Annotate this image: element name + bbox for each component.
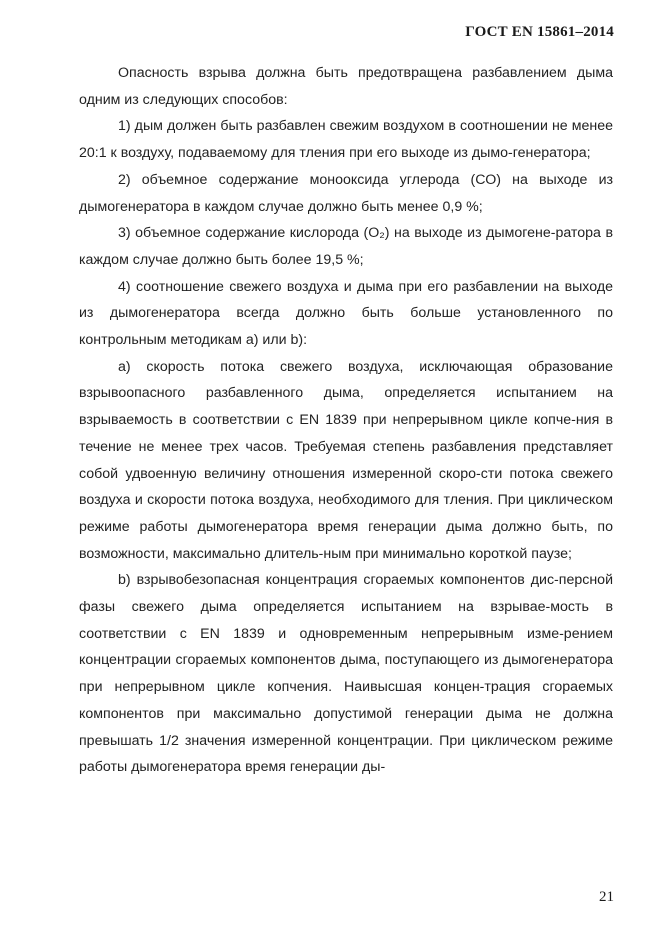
paragraph-item-2: 2) объемное содержание монооксида углерода (СО) на выходе из дымогенератора в каждом случае должно быть менее 0,9 %;: [79, 171, 613, 215]
page-number: 21: [599, 889, 614, 905]
standard-header: ГОСТ EN 15861–2014: [465, 24, 614, 40]
paragraph-item-4: 4) соотношение свежего воздуха и дыма при его разбавлении на выходе из дымогенератора всегда должно быть больше установленного по контрольным методикам а) или b):: [79, 278, 613, 349]
paragraph-subitem-a: а) скорость потока свежего воздуха, исключающая образование взрывоопасного разбавленного дыма, определяется испытанием на взрываемость в соответствии с EN 1839 при непрерывном цикле копче-ния в течение не менее трех часов. Требуемая степень разбавления представляет собой удвоенную величину отношения измеренной скоро-сти потока свежего воздуха и скорости потока воздуха, необходимого для тления. При циклическом режиме работы дымогенератора время генерации дыма должно быть, по возможности, максимально длитель-ным при минимально короткой паузе;: [79, 358, 613, 562]
paragraph-subitem-b: b) взрывобезопасная концентрация сгораемых компонентов дис-персной фазы свежего дыма определяется испытанием на взрывае-мость в соответствии с EN 1839 и одновременным непрерывным изме-рением концентрации сгораемых компонентов дыма, поступающего из дымогенератора при непрерывном цикле копчения. Наивысшая концен-трация сгораемых компонентов при максимально допустимой генерации дыма не должна превышать 1/2 значения измеренной концентрации. При циклическом режиме работы дымогенератора время генерации ды-: [79, 572, 613, 776]
paragraph-item-1: 1) дым должен быть разбавлен свежим воздухом в соотношении не менее 20:1 к воздуху, подаваемому для тления при его выходе из дымо-генератора;: [79, 118, 613, 162]
paragraph-item-3: 3) объемное содержание кислорода (О₂) на выходе из дымогене-ратора в каждом случае должно быть более 19,5 %;: [79, 225, 613, 268]
paragraph-intro: Опасность взрыва должна быть предотвращена разбавлением дыма одним из следующих способов:: [79, 65, 613, 108]
body-text: [79, 60, 613, 781]
